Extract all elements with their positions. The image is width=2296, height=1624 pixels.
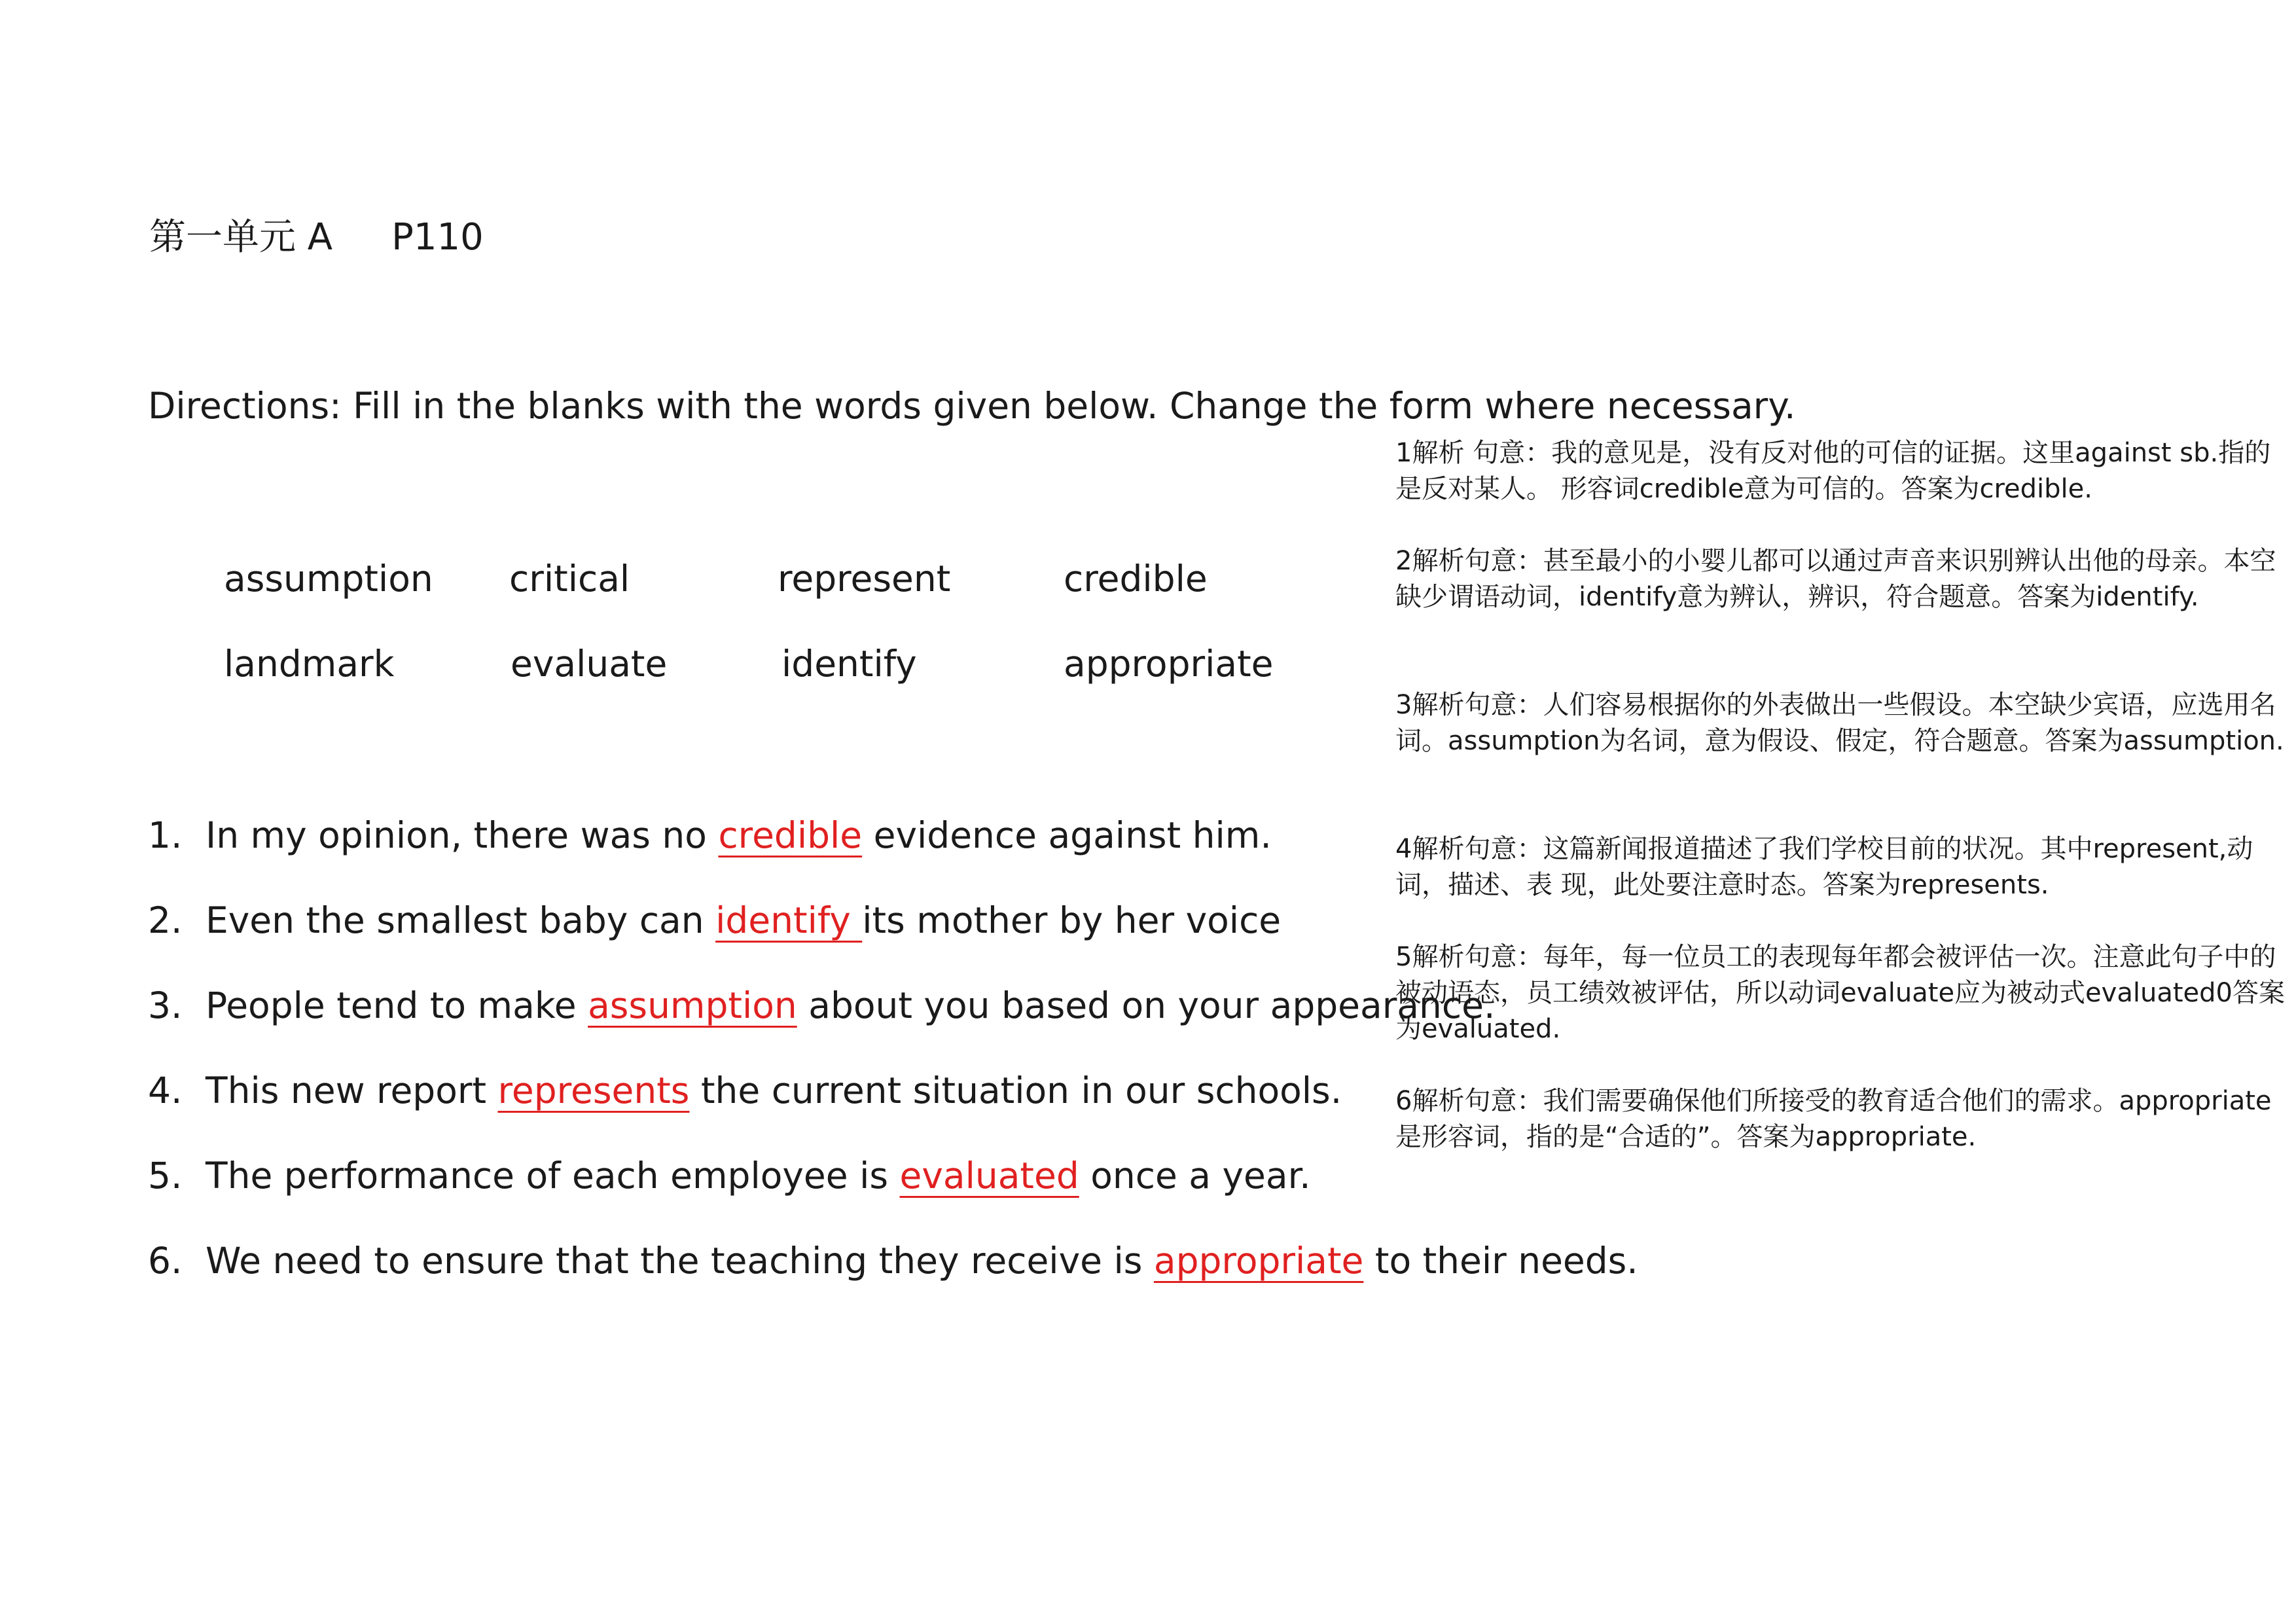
directions-text: Directions: Fill in the blanks with the words given below. Change the form where necessary. bbox=[148, 385, 1796, 427]
answer-text: appropriate bbox=[1153, 1240, 1364, 1282]
question-text-after: the current situation in our schools. bbox=[689, 1070, 1342, 1111]
word-bank-item: landmark bbox=[224, 643, 395, 685]
question-text-before: People tend to make bbox=[206, 984, 588, 1026]
question-text-before: The performance of each employee is bbox=[206, 1155, 900, 1197]
question-text-before: We need to ensure that the teaching they receive is bbox=[206, 1240, 1154, 1282]
answer-text: evaluated bbox=[899, 1155, 1079, 1197]
answer-text: credible bbox=[718, 814, 863, 856]
word-bank-item: appropriate bbox=[1064, 643, 1274, 685]
word-bank-item: credible bbox=[1064, 558, 1208, 600]
question-item bbox=[148, 1240, 1638, 1282]
question-item bbox=[148, 1070, 1342, 1111]
answer-text: assumption bbox=[588, 984, 797, 1026]
question-item bbox=[148, 984, 1495, 1026]
question-text-after: its mother by her voice bbox=[862, 899, 1282, 941]
question-text-after: about you based on your appearance. bbox=[797, 984, 1496, 1026]
question-number: 4. bbox=[148, 1070, 183, 1111]
word-bank-item: assumption bbox=[224, 558, 433, 600]
question-number: 2. bbox=[148, 899, 183, 941]
explanation-note: 3解析句意：人们容易根据你的外表做出一些假设。本空缺少宾语，应选用名词。assumption为名词，意为假设、假定，符合题意。答案为assumption. bbox=[1395, 690, 2284, 756]
explanation-note: 2解析句意：甚至最小的小婴儿都可以通过声音来识别辨认出他的母亲。本空缺少谓语动词，identify意为辨认，辨识，符合题意。答案为identify. bbox=[1395, 546, 2276, 612]
question-text-before: In my opinion, there was no bbox=[206, 814, 719, 856]
question-text-before: Even the smallest baby can bbox=[206, 899, 716, 941]
question-number: 5. bbox=[148, 1155, 183, 1197]
explanation-note: 1解析 句意：我的意见是，没有反对他的可信的证据。这里against sb.指的是反对某人。 形容词credible意为可信的。答案为credible. bbox=[1395, 438, 2271, 504]
question-number: 1. bbox=[148, 814, 183, 856]
question-number: 3. bbox=[148, 984, 183, 1026]
word-bank-item: critical bbox=[509, 558, 630, 600]
explanation-note: 4解析句意：这篇新闻报道描述了我们学校目前的状况。其中represent,动词，描述、表 现，此处要注意时态。答案为represents. bbox=[1395, 834, 2253, 900]
answer-text: represents bbox=[497, 1070, 690, 1111]
question-item bbox=[148, 899, 1281, 941]
word-bank-item: identify bbox=[781, 643, 917, 685]
explanation-note: 5解析句意：每年，每一位员工的表现每年都会被评估一次。注意此句子中的被动语态，员工绩效被评估，所以动词evaluate应为被动式evaluated0答案为evaluated. bbox=[1395, 942, 2285, 1044]
word-bank-item: evaluate bbox=[511, 643, 668, 685]
question-item bbox=[148, 814, 1272, 856]
question-number: 6. bbox=[148, 1240, 183, 1282]
answer-text: identify bbox=[715, 899, 863, 941]
question-text-after: evidence against him. bbox=[862, 814, 1272, 856]
question-text-after: once a year. bbox=[1079, 1155, 1311, 1197]
unit-label: 第一单元 A bbox=[149, 216, 333, 259]
word-bank-item: represent bbox=[778, 558, 951, 600]
question-text-after: to their needs. bbox=[1363, 1240, 1638, 1282]
question-item bbox=[148, 1155, 1311, 1197]
page-title bbox=[149, 208, 484, 261]
explanation-note: 6解析句意：我们需要确保他们所接受的教育适合他们的需求。appropriate是形容词，指的是“合适的”。答案为appropriate. bbox=[1395, 1086, 2272, 1152]
question-text-before: This new report bbox=[206, 1070, 498, 1111]
page-number: P110 bbox=[391, 216, 484, 259]
